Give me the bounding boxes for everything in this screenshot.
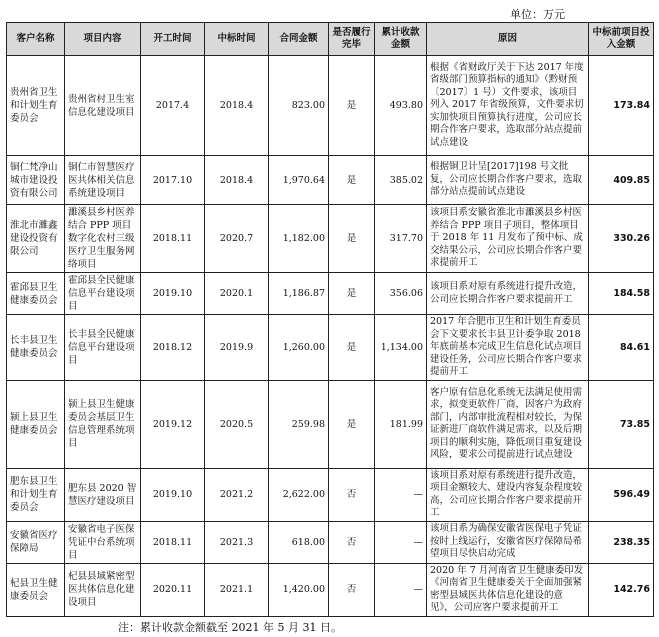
cell-contract: 1,186.87 — [269, 273, 329, 315]
cell-prebid: 173.84 — [589, 56, 654, 156]
cell-collected: 181.99 — [375, 380, 427, 468]
cell-completed: 是 — [329, 315, 375, 381]
cell-customer: 安徽省医疗保障局 — [7, 521, 65, 563]
cell-completed: 是 — [329, 56, 375, 156]
cell-completed: 是 — [329, 380, 375, 468]
cell-customer: 长丰县卫生健康委员会 — [7, 315, 65, 381]
table-row — [7, 205, 654, 273]
cell-reason: 客户原有信息化系统无法满足使用需求，拟变更软件厂商，因客户为政府部门，内部审批流程相对较长，为保证新进厂商软件满足需求，以及后期项目的顺利实施，降低项目重复建设风险，要求公司提前进行试点建设 — [427, 380, 589, 468]
cell-completed: 是 — [329, 273, 375, 315]
header-start: 开工时间 — [141, 23, 205, 56]
cell-completed: 是 — [329, 156, 375, 205]
cell-collected: — — [375, 521, 427, 563]
cell-prebid: 330.26 — [589, 205, 654, 273]
cell-customer: 霍邱县卫生健康委员会 — [7, 273, 65, 315]
cell-project: 颍上县卫生健康委员会基层卫生信息管理系统项目 — [65, 380, 141, 468]
table-row — [7, 56, 654, 156]
cell-start: 2019.10 — [141, 273, 205, 315]
cell-start: 2018.11 — [141, 205, 205, 273]
cell-contract: 1,182.00 — [269, 205, 329, 273]
footnote: 注：累计收款金额截至 2021 年 5 月 31 日。 — [118, 621, 342, 634]
cell-prebid: 409.85 — [589, 156, 654, 205]
cell-start: 2017.10 — [141, 156, 205, 205]
cell-customer: 淮北市濉鑫建设投资有限公司 — [7, 205, 65, 273]
cell-project: 肥东县 2020 智慧医疗建设项目 — [65, 468, 141, 521]
table-row — [7, 468, 654, 521]
cell-reason: 根据铜卫计呈[2017]198 号文批复，公司应长期合作客户要求，选取部分站点提前试点建设 — [427, 156, 589, 205]
cell-start: 2017.4 — [141, 56, 205, 156]
cell-collected: 356.06 — [375, 273, 427, 315]
cell-prebid: 184.58 — [589, 273, 654, 315]
cell-completed: 否 — [329, 563, 375, 616]
cell-contract: 823.00 — [269, 56, 329, 156]
cell-start: 2019.12 — [141, 380, 205, 468]
cell-prebid: 596.49 — [589, 468, 654, 521]
table-header-row — [7, 23, 654, 56]
cell-completed: 是 — [329, 205, 375, 273]
cell-reason: 该项目系为确保安徽省医保电子凭证按时上线运行，安徽省医疗保障局希望项目尽快启动完成 — [427, 521, 589, 563]
cell-bid: 2018.4 — [205, 156, 269, 205]
cell-bid: 2019.9 — [205, 315, 269, 381]
cell-reason: 2017 年合肥市卫生和计划生育委员会下文要求长丰县卫计委争取 2018 年底前基本完成卫生信息化试点项目建设任务，公司应长期合作客户要求提前开工 — [427, 315, 589, 381]
cell-prebid: 73.85 — [589, 380, 654, 468]
table-row — [7, 273, 654, 315]
cell-project: 杞县县域紧密型医共体信息化建设项目 — [65, 563, 141, 616]
cell-collected: 317.70 — [375, 205, 427, 273]
cell-bid: 2021.1 — [205, 563, 269, 616]
cell-project: 铜仁市智慧医疗医共体相关信息系统建设项目 — [65, 156, 141, 205]
cell-contract: 1,260.00 — [269, 315, 329, 381]
unit-label: 单位：万元 — [510, 8, 565, 21]
cell-contract: 618.00 — [269, 521, 329, 563]
header-customer: 客户名称 — [7, 23, 65, 56]
cell-bid: 2018.4 — [205, 56, 269, 156]
cell-prebid: 84.61 — [589, 315, 654, 381]
cell-completed: 否 — [329, 521, 375, 563]
cell-bid: 2021.2 — [205, 468, 269, 521]
cell-contract: 1,420.00 — [269, 563, 329, 616]
cell-reason: 根据《省财政厅关于下达 2017 年度省级部门预算指标的通知》（黔财预〔2017〕1 号）文件要求，该项目列入 2017 年省级预算，文件要求切实加快项目预算执行进度，公司应长期合作客户要求，选取部分站点提前试点建设 — [427, 56, 589, 156]
cell-collected: — — [375, 468, 427, 521]
cell-bid: 2020.5 — [205, 380, 269, 468]
header-contract: 合同金额 — [269, 23, 329, 56]
cell-bid: 2020.7 — [205, 205, 269, 273]
cell-start: 2018.12 — [141, 315, 205, 381]
cell-prebid: 238.35 — [589, 521, 654, 563]
table-row — [7, 315, 654, 381]
cell-customer: 贵州省卫生和计划生育委员会 — [7, 56, 65, 156]
cell-collected: — — [375, 563, 427, 616]
table-row — [7, 563, 654, 616]
cell-start: 2018.11 — [141, 521, 205, 563]
cell-prebid: 142.76 — [589, 563, 654, 616]
cell-collected: 385.02 — [375, 156, 427, 205]
cell-customer: 肥东县卫生和计划生育委员会 — [7, 468, 65, 521]
cell-project: 贵州省村卫生室信息化建设项目 — [65, 56, 141, 156]
cell-bid: 2021.3 — [205, 521, 269, 563]
cell-customer: 铜仁梵净山城市建设投资有限公司 — [7, 156, 65, 205]
cell-contract: 259.98 — [269, 380, 329, 468]
cell-start: 2020.11 — [141, 563, 205, 616]
cell-project: 霍邱县全民健康信息平台建设项目 — [65, 273, 141, 315]
table-row — [7, 380, 654, 468]
cell-customer: 杞县卫生健康委员会 — [7, 563, 65, 616]
table-row — [7, 156, 654, 205]
cell-contract: 1,970.64 — [269, 156, 329, 205]
header-completed: 是否履行完毕 — [329, 23, 375, 56]
cell-project: 安徽省电子医保凭证中台系统项目 — [65, 521, 141, 563]
cell-customer: 颍上县卫生健康委员会 — [7, 380, 65, 468]
header-bid: 中标时间 — [205, 23, 269, 56]
table-row — [7, 521, 654, 563]
header-collected: 累计收款金额 — [375, 23, 427, 56]
cell-collected: 1,134.00 — [375, 315, 427, 381]
projects-table — [6, 22, 654, 617]
cell-start: 2019.10 — [141, 468, 205, 521]
header-project: 项目内容 — [65, 23, 141, 56]
cell-contract: 2,622.00 — [269, 468, 329, 521]
cell-project: 长丰县全民健康信息平台建设项目 — [65, 315, 141, 381]
cell-reason: 该项目系安徽省淮北市濉溪县乡村医养结合 PPP 项目子项目，整体项目于 2018 年 11 月发布了预中标、成交结果公示，公司应长期合作客户要求提前开工 — [427, 205, 589, 273]
cell-reason: 该项目系对原有系统进行提升改造，公司应长期合作客户要求提前开工 — [427, 273, 589, 315]
cell-project: 濉溪县乡村医养结合 PPP 项目数字化农村三级医疗卫生服务网络项目 — [65, 205, 141, 273]
cell-bid: 2020.1 — [205, 273, 269, 315]
cell-completed: 否 — [329, 468, 375, 521]
cell-reason: 该项目系对原有系统进行提升改造，项目金额较大、建设内容复杂程度较高，公司应长期合作客户要求提前开工 — [427, 468, 589, 521]
header-prebid-investment: 中标前项目投入金额 — [589, 23, 654, 56]
cell-collected: 493.80 — [375, 56, 427, 156]
header-reason: 原因 — [427, 23, 589, 56]
cell-reason: 2020 年 7 月河南省卫生健康委印发《河南省卫生健康委关于全面加强紧密型县域医共体信息化建设的意见》，公司应客户要求提前开工 — [427, 563, 589, 616]
